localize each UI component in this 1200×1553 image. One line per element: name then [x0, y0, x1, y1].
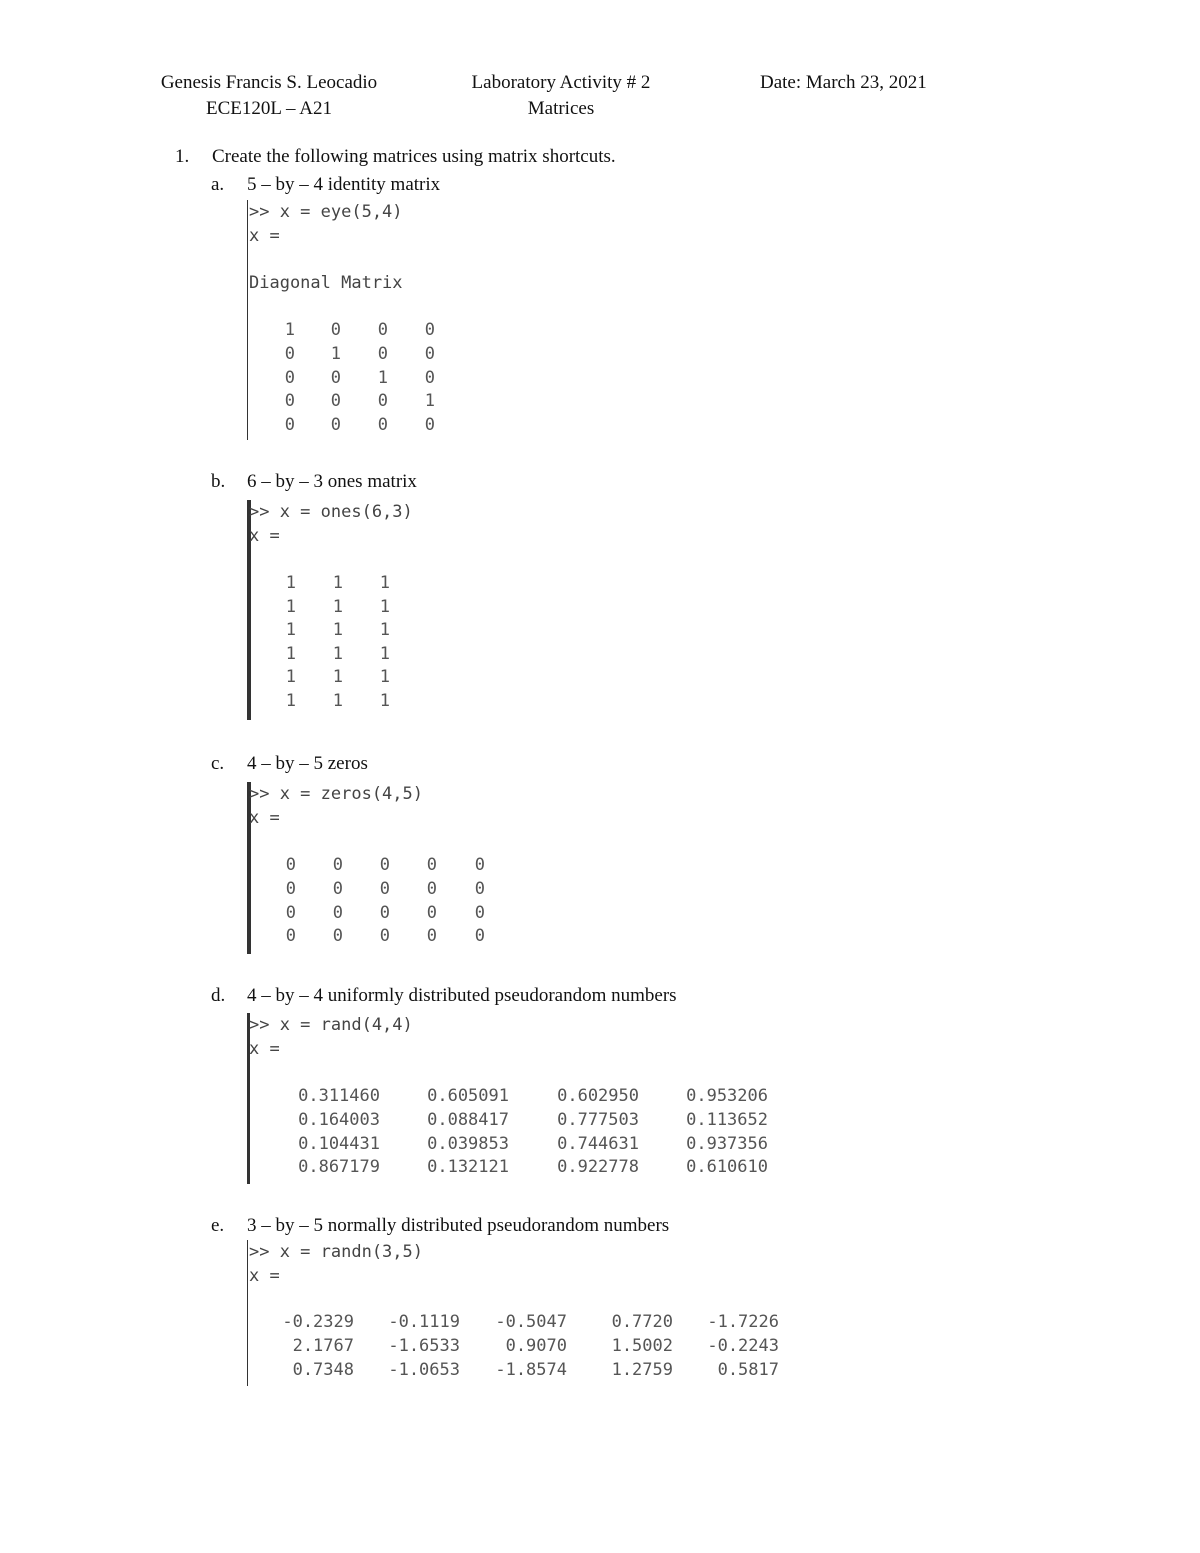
item-letter: c.	[211, 753, 225, 774]
output-screenshot-b	[247, 500, 447, 720]
matrix-cell: 0.602950	[557, 1086, 639, 1106]
matrix-cell: 0	[332, 902, 343, 923]
output-screenshot-d	[247, 1013, 787, 1184]
matrix-cell: 1.5002	[611, 1335, 673, 1356]
matrix-cell: 0.311460	[298, 1086, 380, 1106]
matrix-cell: 0	[474, 902, 485, 923]
matrix-cell: 0	[474, 878, 485, 899]
command-line: >> x = ones(6,3)	[249, 502, 413, 522]
matrix-cell: 1	[332, 620, 343, 641]
matrix-cell: 1	[332, 643, 343, 664]
matrix-cell: 0	[379, 855, 390, 875]
matrix-cell: 0	[330, 391, 341, 412]
activity-title: Laboratory Activity # 2	[471, 72, 651, 93]
matrix-cell: 1	[379, 691, 390, 711]
matrix-cell: 0	[426, 902, 437, 923]
matrix-cell: 0	[285, 855, 296, 875]
matrix-cell: 0	[332, 855, 343, 875]
matrix-cell: 1.2759	[611, 1359, 673, 1380]
item-letter: e.	[211, 1215, 225, 1236]
matrix-cell: 0.113652	[686, 1109, 768, 1130]
output-screenshot-c	[247, 782, 497, 954]
matrix-cell: 1	[379, 620, 390, 641]
matrix-cell: 0	[330, 415, 341, 436]
matrix-cell: 0	[284, 343, 295, 364]
question-text: Create the following matrices using matrix shortcuts.	[212, 146, 616, 167]
item-letter: b.	[211, 471, 226, 492]
matrix-cell: -1.0653	[388, 1359, 460, 1380]
matrix-cell: 0.744631	[557, 1133, 639, 1154]
matrix-cell: 1	[332, 573, 343, 593]
matrix-cell: 1	[379, 573, 390, 593]
result-label: x =	[249, 1266, 280, 1286]
matrix-cell: 0	[424, 367, 435, 388]
question-number: 1.	[175, 146, 190, 167]
question-1	[175, 146, 616, 168]
matrix-cell: 0	[284, 391, 295, 412]
matrix-type-note: Diagonal Matrix	[249, 273, 403, 293]
matrix-cell: 0	[424, 343, 435, 364]
matrix-cell: 0.132121	[427, 1157, 509, 1178]
matrix-cell: 1	[377, 367, 388, 388]
matrix-cell: 0	[474, 855, 485, 875]
date: Date: March 23, 2021	[760, 72, 927, 93]
matrix-cell: 0.867179	[298, 1157, 380, 1178]
screenshot-border	[247, 200, 248, 440]
item-c-label	[211, 753, 368, 775]
matrix-cell: 0.777503	[557, 1109, 639, 1130]
matrix-cell: 1	[284, 320, 295, 340]
item-description: 3 – by – 5 normally distributed pseudorandom numbers	[247, 1215, 670, 1236]
item-description: 6 – by – 3 ones matrix	[247, 471, 417, 492]
result-label: x =	[249, 226, 280, 246]
result-label: x =	[249, 526, 280, 546]
matrix-cell: 1	[379, 667, 390, 688]
matrix-cell: 0	[379, 926, 390, 947]
matrix-cell: 0	[285, 902, 296, 923]
item-letter: a.	[211, 174, 225, 195]
command-line: >> x = randn(3,5)	[249, 1242, 423, 1262]
matrix-cell: 0	[284, 367, 295, 388]
matrix-cell: 0.605091	[427, 1086, 509, 1106]
matrix-cell: 1	[379, 643, 390, 664]
matrix-cell: 0	[332, 926, 343, 947]
item-description: 5 – by – 4 identity matrix	[247, 174, 441, 195]
matrix-cell: 0.7720	[611, 1312, 673, 1332]
matrix-cell: 0	[285, 878, 296, 899]
output-screenshot-a	[247, 200, 467, 440]
matrix-cell: 0	[284, 415, 295, 436]
matrix-cell: 0	[424, 320, 435, 340]
matrix-cell: 0.9070	[505, 1335, 567, 1356]
result-label: x =	[249, 1039, 280, 1059]
matrix-cell: 0	[426, 878, 437, 899]
matrix-cell: 0.610610	[686, 1157, 768, 1178]
matrix-cell: 0	[377, 415, 388, 436]
matrix-cell: 0	[424, 415, 435, 436]
matrix-cell: 1	[285, 691, 296, 711]
matrix-cell: 0	[474, 926, 485, 947]
item-e-label	[211, 1215, 669, 1237]
matrix-cell: -1.6533	[388, 1335, 460, 1356]
activity-topic: Matrices	[527, 98, 595, 119]
matrix-cell: 0.088417	[427, 1109, 509, 1130]
matrix-cell: 0.104431	[298, 1133, 380, 1154]
matrix-cell: 0	[379, 902, 390, 923]
matrix-cell: 0.164003	[298, 1109, 380, 1130]
matrix-cell: 1	[332, 691, 343, 711]
course-section: ECE120L – A21	[206, 98, 332, 119]
item-description: 4 – by – 4 uniformly distributed pseudorandom numbers	[247, 985, 677, 1006]
item-b-label	[211, 471, 417, 493]
matrix-cell: 0	[379, 878, 390, 899]
matrix-cell: 0	[332, 878, 343, 899]
matrix-cell: 2.1767	[292, 1335, 354, 1356]
matrix-cell: 1	[332, 596, 343, 617]
item-d-label	[211, 985, 677, 1007]
output-screenshot-e	[247, 1240, 787, 1386]
matrix-cell: 0.039853	[427, 1133, 509, 1154]
matrix-cell: 0	[285, 926, 296, 947]
item-letter: d.	[211, 985, 226, 1006]
matrix-cell: 1	[285, 643, 296, 664]
matrix-cell: 1	[379, 596, 390, 617]
matrix-cell: 1	[424, 391, 435, 412]
command-line: >> x = zeros(4,5)	[249, 784, 423, 804]
matrix-cell: 0	[377, 320, 388, 340]
matrix-cell: 1	[285, 667, 296, 688]
matrix-cell: -1.8574	[495, 1359, 567, 1380]
matrix-cell: 0	[426, 855, 437, 875]
matrix-cell: -1.7226	[707, 1312, 779, 1332]
matrix-cell: 0	[426, 926, 437, 947]
matrix-cell: 0.7348	[292, 1359, 354, 1380]
author-name: Genesis Francis S. Leocadio	[160, 72, 378, 93]
matrix-cell: 0.953206	[686, 1086, 768, 1106]
command-line: >> x = eye(5,4)	[249, 202, 403, 222]
item-description: 4 – by – 5 zeros	[247, 753, 368, 774]
item-a-label	[211, 174, 440, 196]
matrix-cell: -0.5047	[495, 1312, 567, 1332]
matrix-cell: 1	[332, 667, 343, 688]
matrix-cell: -0.2243	[707, 1335, 779, 1356]
matrix-cell: 0	[377, 343, 388, 364]
matrix-cell: 0.937356	[686, 1133, 768, 1154]
matrix-cell: -0.2329	[282, 1312, 354, 1332]
matrix-cell: 0.922778	[557, 1157, 639, 1178]
matrix-cell: 1	[330, 343, 341, 364]
command-line: >> x = rand(4,4)	[249, 1015, 413, 1035]
screenshot-border	[247, 1240, 248, 1386]
matrix-cell: 1	[285, 573, 296, 593]
matrix-cell: 0	[330, 320, 341, 340]
result-label: x =	[249, 808, 280, 828]
matrix-cell: 0	[330, 367, 341, 388]
matrix-cell: 0.5817	[717, 1359, 779, 1380]
matrix-cell: 1	[285, 596, 296, 617]
matrix-cell: 0	[377, 391, 388, 412]
matrix-cell: 1	[285, 620, 296, 641]
matrix-cell: -0.1119	[388, 1312, 460, 1332]
